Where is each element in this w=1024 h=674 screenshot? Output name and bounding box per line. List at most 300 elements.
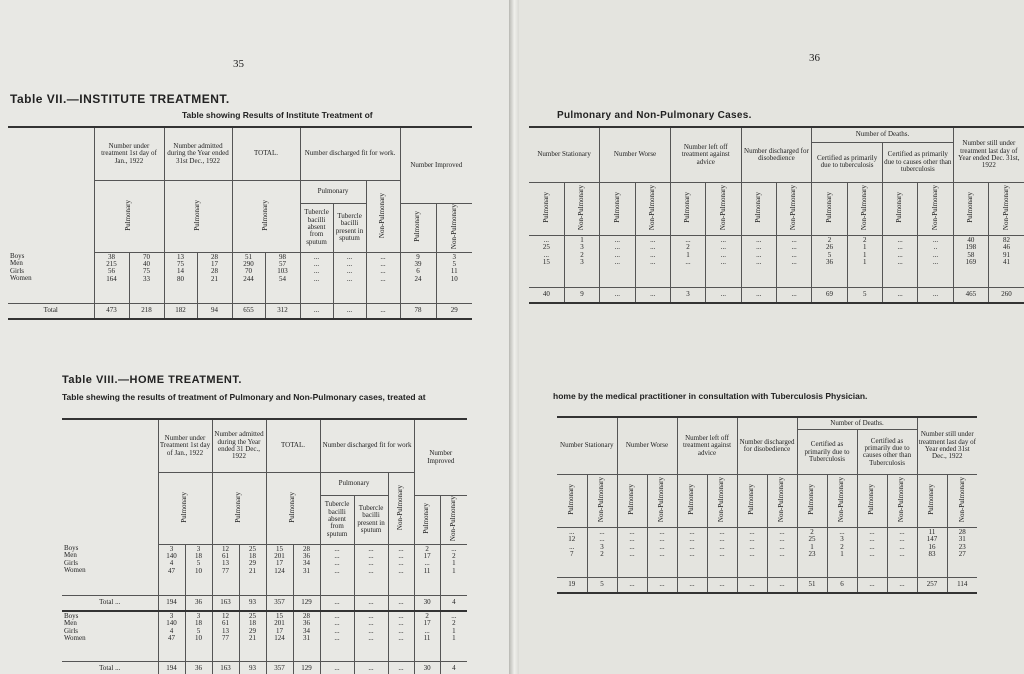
cell-value: 34 bbox=[303, 559, 311, 568]
cell-value: ... bbox=[720, 236, 727, 244]
cell-value: ... bbox=[869, 550, 875, 559]
total-value: 129 bbox=[293, 596, 320, 612]
cell-value: 57 bbox=[279, 259, 286, 268]
cell-value: ... bbox=[869, 528, 875, 536]
cell-value: 54 bbox=[279, 274, 286, 283]
cell-value: 5 bbox=[827, 250, 832, 259]
cell-value: 15 bbox=[276, 612, 284, 620]
header-pulmonary: Pulmonary bbox=[895, 192, 904, 224]
total-value: ... bbox=[617, 578, 647, 594]
header-non-pulmonary: Non-Pulmonary bbox=[378, 192, 387, 238]
cell-value: 10 bbox=[195, 566, 202, 575]
cell-value: 2 bbox=[863, 236, 867, 244]
total-value: 163 bbox=[212, 596, 239, 612]
total-value: 4 bbox=[440, 596, 467, 612]
cell-value: 6 bbox=[416, 267, 420, 276]
cell-value: ... bbox=[614, 258, 620, 267]
table-8-subheading: Table shewing the results of treatment of Pulmonary and Non-Pulmonary cases, treated at bbox=[62, 392, 426, 402]
header-pulmonary: Pulmonary bbox=[627, 484, 636, 516]
cell-value: 1 bbox=[863, 258, 867, 267]
cell-value: 1 bbox=[452, 634, 456, 643]
table-8-heading: Table VIII.—HOME TREATMENT. bbox=[62, 374, 242, 386]
header-pulmonary: Pulmonary bbox=[288, 491, 297, 523]
header-non-pulmonary: Non-Pulmonary bbox=[648, 185, 657, 231]
cell-value: ... bbox=[334, 544, 340, 553]
table-row bbox=[529, 236, 1024, 288]
cell-value: ... bbox=[689, 542, 695, 551]
cell-value: ... bbox=[719, 535, 725, 544]
cell-value: 15 bbox=[542, 258, 550, 267]
cell-value: ... bbox=[451, 612, 457, 620]
cell-value: ... bbox=[614, 250, 620, 259]
total-value: 655 bbox=[232, 304, 265, 320]
cell-value: 21 bbox=[249, 566, 256, 575]
total-value: 465 bbox=[953, 288, 988, 304]
cell-value: ... bbox=[334, 559, 340, 568]
cell-value: ... bbox=[398, 619, 404, 628]
cell-value: 18 bbox=[249, 551, 256, 560]
header-non-pulmonary: Non-Pulmonary bbox=[449, 204, 458, 250]
cell-value: ... bbox=[569, 528, 575, 536]
cell-value: 3 bbox=[196, 544, 201, 553]
cell-value: 47 bbox=[168, 566, 175, 575]
table-8-continued-heading: home by the medical practitioner in consultation with Tuberculosis Physician. bbox=[553, 391, 868, 401]
cell-value: 25 bbox=[249, 612, 256, 620]
cell-value: ... bbox=[659, 550, 665, 559]
cell-value: 7 bbox=[570, 550, 574, 559]
header-non-pulmonary: Non-Pulmonary bbox=[897, 477, 906, 523]
total-value: ... bbox=[600, 288, 635, 304]
header-stationary: Number Stationary bbox=[557, 417, 617, 475]
header-discharged: Number discharged fit for work bbox=[320, 419, 414, 473]
cell-value: ... bbox=[629, 542, 635, 551]
header-pulmonary: Pulmonary bbox=[234, 491, 243, 523]
header-pulmonary: Pulmonary bbox=[807, 484, 816, 516]
total-label: Total ... bbox=[62, 662, 158, 674]
total-value: ... bbox=[388, 662, 414, 674]
cell-value: 11 bbox=[928, 528, 936, 536]
row-label: Women bbox=[64, 566, 86, 575]
header-pulmonary: Pulmonary bbox=[567, 484, 576, 516]
total-value: 78 bbox=[400, 304, 436, 320]
row-label: Boys bbox=[10, 252, 25, 260]
cell-value: 12 bbox=[568, 535, 576, 544]
row-label: Girls bbox=[10, 266, 24, 275]
cell-value: 1 bbox=[452, 626, 456, 635]
cell-value: 23 bbox=[808, 550, 816, 559]
cell-value: 13 bbox=[222, 626, 229, 635]
total-row bbox=[557, 578, 977, 594]
header-non-pulmonary: Non-Pulmonary bbox=[837, 477, 846, 523]
cell-value: 17 bbox=[211, 259, 218, 268]
cell-value: 28 bbox=[211, 252, 218, 261]
total-value: 182 bbox=[164, 304, 197, 320]
table-row bbox=[62, 544, 467, 596]
cell-value: 1 bbox=[863, 250, 867, 259]
cell-value: 70 bbox=[245, 267, 252, 276]
total-row bbox=[529, 288, 1024, 304]
cell-value: ... bbox=[659, 528, 665, 536]
header-non-pulmonary: Non-Pulmonary bbox=[577, 185, 586, 231]
total-value: ... bbox=[741, 288, 776, 304]
header-pulmonary: Pulmonary bbox=[747, 484, 756, 516]
cell-value: 28 bbox=[211, 267, 218, 276]
total-value: 260 bbox=[989, 288, 1024, 304]
cell-value: ... bbox=[719, 528, 725, 536]
header-still-under-treatment: Number still under treatment last day of Year ended 31st Dec., 1922 bbox=[917, 417, 977, 475]
cell-value: 25 bbox=[808, 535, 816, 544]
cell-value: ... bbox=[313, 274, 320, 283]
cell-value: ... bbox=[756, 250, 762, 259]
header-non-pulmonary: Non-Pulmonary bbox=[930, 185, 939, 231]
cell-value: ... bbox=[791, 258, 797, 267]
header-pulmonary-group: Pulmonary bbox=[300, 181, 366, 204]
header-admitted: Number admitted during the Year ended 31st Dec., 1922 bbox=[164, 127, 232, 181]
table-row bbox=[557, 528, 977, 578]
total-value: 194 bbox=[158, 596, 185, 612]
total-value: 9 bbox=[564, 288, 599, 304]
header-certified-tb: Certified as primarily due to Tuberculosis bbox=[797, 430, 857, 475]
cell-value: ... bbox=[334, 551, 340, 560]
cell-value: 140 bbox=[166, 619, 177, 628]
cell-value: ... bbox=[614, 236, 620, 244]
cell-value: 5 bbox=[452, 259, 457, 268]
total-value: 51 bbox=[797, 578, 827, 594]
header-bacilli-present: Tubercle bacilli present in sputum bbox=[333, 204, 366, 252]
header-pulmonary: Pulmonary bbox=[413, 211, 422, 242]
total-value: ... bbox=[918, 288, 953, 304]
cell-value: 124 bbox=[274, 634, 285, 643]
total-value: 4 bbox=[440, 662, 467, 674]
cell-value: 56 bbox=[108, 267, 115, 276]
cell-value: 5 bbox=[196, 559, 201, 568]
row-label: Boys bbox=[64, 612, 79, 620]
cell-value: ... bbox=[368, 619, 374, 628]
cell-value: 21 bbox=[249, 634, 256, 643]
cell-value: 201 bbox=[274, 619, 285, 628]
header-discharged: Number discharged fit for work. bbox=[300, 127, 400, 181]
cell-value: ... bbox=[629, 535, 635, 544]
table-row bbox=[8, 252, 472, 304]
cell-value: 215 bbox=[106, 259, 117, 268]
total-value: ... bbox=[887, 578, 917, 594]
cell-value: ... bbox=[897, 258, 903, 267]
cell-value: ... bbox=[779, 528, 785, 536]
cell-value: 26 bbox=[825, 243, 833, 252]
header-pulmonary: Pulmonary bbox=[541, 192, 550, 224]
cell-value: ... bbox=[398, 551, 404, 560]
total-value: ... bbox=[767, 578, 797, 594]
cell-value: 13 bbox=[177, 252, 184, 261]
total-value: 129 bbox=[293, 662, 320, 674]
header-pulmonary-group: Pulmonary bbox=[320, 473, 388, 496]
header-disobedience: Number discharged for disobedience bbox=[737, 417, 797, 475]
cell-value: ... bbox=[398, 626, 404, 635]
cell-value: 16 bbox=[928, 542, 936, 551]
total-value: 94 bbox=[197, 304, 232, 320]
cell-value: 70 bbox=[143, 252, 150, 261]
cell-value: 5 bbox=[196, 626, 201, 635]
cell-value: ... bbox=[599, 528, 605, 536]
cell-value: 51 bbox=[245, 252, 252, 261]
cell-value: 2 bbox=[425, 612, 429, 620]
cell-value: ... bbox=[689, 550, 695, 559]
row-label: Girls bbox=[64, 626, 78, 635]
total-value: 257 bbox=[917, 578, 947, 594]
cell-value: 98 bbox=[279, 252, 286, 261]
cell-value: 3 bbox=[580, 258, 584, 267]
cell-value: 25 bbox=[249, 544, 256, 553]
cell-value: 21 bbox=[211, 274, 218, 283]
cell-value: 36 bbox=[825, 258, 833, 267]
cell-value: 83 bbox=[928, 550, 936, 559]
total-value: 194 bbox=[158, 662, 185, 674]
cell-value: 1 bbox=[810, 542, 814, 551]
cell-value: ... bbox=[380, 259, 386, 268]
cell-value: ... bbox=[313, 259, 320, 268]
cell-value: 11 bbox=[423, 566, 431, 575]
cell-value: 18 bbox=[249, 619, 256, 628]
header-non-pulmonary: Non-Pulmonary bbox=[449, 496, 458, 542]
cell-value: ... bbox=[334, 612, 340, 620]
header-non-pulmonary: Non-Pulmonary bbox=[860, 185, 869, 231]
cell-value: 1 bbox=[452, 566, 456, 575]
cell-value: 103 bbox=[277, 267, 288, 276]
total-row bbox=[62, 596, 467, 612]
total-value: ... bbox=[354, 596, 388, 612]
total-value: 5 bbox=[587, 578, 617, 594]
cell-value: 3 bbox=[840, 535, 844, 544]
header-pulmonary: Pulmonary bbox=[261, 199, 270, 231]
cell-value: ... bbox=[899, 542, 905, 551]
cell-value: 1 bbox=[452, 559, 456, 568]
cell-value: 40 bbox=[143, 259, 150, 268]
cell-value: ... bbox=[398, 566, 404, 575]
cell-value: 1 bbox=[863, 243, 867, 252]
cell-value: 34 bbox=[303, 626, 311, 635]
header-certified-other: Certified as primarily due to causes other than Tuberculosis bbox=[857, 430, 917, 475]
total-row bbox=[8, 304, 472, 320]
cell-value: ... bbox=[424, 559, 430, 568]
cell-value: 2 bbox=[686, 243, 690, 252]
total-value: ... bbox=[707, 578, 737, 594]
total-value: 93 bbox=[239, 596, 266, 612]
total-value: ... bbox=[776, 288, 811, 304]
cell-value: 61 bbox=[222, 619, 229, 628]
cell-value: 15 bbox=[276, 544, 284, 553]
cell-value: 3 bbox=[169, 544, 174, 553]
total-value: 40 bbox=[529, 288, 564, 304]
cell-value: 2 bbox=[452, 619, 456, 628]
total-value: ... bbox=[706, 288, 741, 304]
total-value: ... bbox=[388, 596, 414, 612]
header-non-pulmonary: Non-Pulmonary bbox=[396, 484, 405, 530]
cell-value: ... bbox=[313, 252, 320, 261]
header-pulmonary: Pulmonary bbox=[180, 491, 189, 523]
total-value: ... bbox=[320, 662, 354, 674]
header-non-pulmonary: Non-Pulmonary bbox=[777, 477, 786, 523]
cell-value: 2 bbox=[425, 544, 429, 553]
cell-value: 58 bbox=[967, 250, 975, 259]
cell-value: 9 bbox=[416, 252, 420, 261]
header-pulmonary: Pulmonary bbox=[683, 192, 692, 224]
row-label: Men bbox=[64, 619, 77, 628]
header-pulmonary: Pulmonary bbox=[612, 192, 621, 224]
header-disobedience: Number discharged for disobedience bbox=[741, 127, 812, 183]
cell-value: ... bbox=[398, 559, 404, 568]
header-deaths: Number of Deaths. bbox=[797, 417, 917, 430]
cell-value: ... bbox=[749, 542, 755, 551]
cell-value: ... bbox=[334, 566, 340, 575]
cell-value: ... bbox=[720, 258, 727, 267]
cell-value: 46 bbox=[1003, 243, 1010, 252]
cell-value: ... bbox=[749, 535, 755, 544]
header-non-pulmonary: Non-Pulmonary bbox=[657, 477, 666, 523]
total-value: ... bbox=[333, 304, 366, 320]
row-label: Men bbox=[10, 259, 23, 268]
cell-value: .. bbox=[933, 243, 938, 252]
header-pulmonary: Pulmonary bbox=[927, 484, 936, 516]
total-value: 6 bbox=[827, 578, 857, 594]
cell-value: 13 bbox=[222, 559, 229, 568]
cell-value: 82 bbox=[1003, 236, 1010, 244]
cell-value: 10 bbox=[195, 634, 202, 643]
header-certified-other: Certified as primarily due to causes other than tuberculosis bbox=[882, 142, 953, 182]
cell-value: 4 bbox=[169, 626, 174, 635]
cell-value: 36 bbox=[303, 551, 311, 560]
cell-value: 77 bbox=[222, 566, 229, 575]
total-value: 19 bbox=[557, 578, 587, 594]
cell-value: 201 bbox=[274, 551, 285, 560]
total-value: 93 bbox=[239, 662, 266, 674]
cell-value: 2 bbox=[840, 542, 844, 551]
cell-value: 3 bbox=[580, 243, 584, 252]
cell-value: 124 bbox=[274, 566, 285, 575]
cell-value: 17 bbox=[423, 551, 431, 560]
cell-value: ... bbox=[334, 634, 340, 643]
cell-value: ... bbox=[897, 250, 903, 259]
cell-value: 28 bbox=[958, 528, 966, 536]
cell-value: 4 bbox=[169, 559, 174, 568]
total-value: ... bbox=[882, 288, 917, 304]
cell-value: 33 bbox=[143, 274, 150, 283]
cell-value: ... bbox=[380, 252, 386, 261]
header-non-pulmonary: Non-Pulmonary bbox=[1001, 185, 1010, 231]
total-value: 473 bbox=[94, 304, 129, 320]
cell-value: ... bbox=[543, 236, 550, 244]
header-under-treatment: Number under treatment 1st day of Jan., 1922 bbox=[94, 127, 164, 181]
cell-value: ... bbox=[569, 542, 575, 551]
cell-value: ... bbox=[543, 250, 550, 259]
cell-value: ... bbox=[424, 626, 430, 635]
cell-value: ... bbox=[334, 626, 340, 635]
cell-value: ... bbox=[650, 236, 656, 244]
header-total: TOTAL. bbox=[232, 127, 300, 181]
cell-value: 31 bbox=[303, 634, 311, 643]
cell-value: ... bbox=[719, 542, 725, 551]
cell-value: 164 bbox=[106, 274, 117, 283]
total-value: ... bbox=[857, 578, 887, 594]
cell-value: 75 bbox=[143, 267, 150, 276]
cell-value: ... bbox=[368, 544, 374, 553]
cell-value: 61 bbox=[222, 551, 229, 560]
cell-value: 2 bbox=[810, 528, 814, 536]
cell-value: 290 bbox=[243, 259, 254, 268]
cell-value: ... bbox=[779, 535, 785, 544]
header-worse: Number Worse bbox=[617, 417, 677, 475]
total-value: 30 bbox=[414, 596, 440, 612]
table-7-continued-heading: Pulmonary and Non-Pulmonary Cases. bbox=[557, 110, 752, 121]
cell-value: 1 bbox=[840, 550, 844, 559]
cell-value: 24 bbox=[414, 274, 422, 283]
cell-value: ... bbox=[380, 274, 386, 283]
total-value: ... bbox=[677, 578, 707, 594]
cell-value: 28 bbox=[303, 612, 311, 620]
page-number: 35 bbox=[233, 58, 244, 70]
cell-value: 12 bbox=[222, 612, 229, 620]
header-admitted: Number admitted during the Year ended 31 Dec., 1922 bbox=[212, 419, 266, 473]
cell-value: ... bbox=[368, 559, 374, 568]
total-value: 36 bbox=[185, 662, 212, 674]
header-pulmonary: Pulmonary bbox=[824, 192, 833, 224]
header-pulmonary: Pulmonary bbox=[687, 484, 696, 516]
table-7-heading: Table VII.—INSTITUTE TREATMENT. bbox=[10, 92, 230, 106]
header-non-pulmonary: Non-Pulmonary bbox=[717, 477, 726, 523]
cell-value: ... bbox=[756, 258, 762, 267]
cell-value: ... bbox=[368, 626, 374, 635]
total-label: Total bbox=[8, 304, 94, 320]
cell-value: ... bbox=[685, 236, 691, 244]
cell-value: ... bbox=[899, 535, 905, 544]
cell-value: ... bbox=[749, 528, 755, 536]
cell-value: 91 bbox=[1003, 250, 1010, 259]
cell-value: 2 bbox=[827, 236, 832, 244]
header-bacilli-absent: Tubercle bacilli absent from sputum bbox=[300, 204, 333, 252]
header-left-off: Number left off treatment against advice bbox=[670, 127, 741, 183]
cell-value: ... bbox=[791, 243, 797, 252]
table-row bbox=[62, 611, 467, 662]
header-pulmonary: Pulmonary bbox=[124, 199, 133, 231]
cell-value: 2 bbox=[452, 551, 456, 560]
total-value: 30 bbox=[414, 662, 440, 674]
header-non-pulmonary: Non-Pulmonary bbox=[718, 185, 727, 231]
cell-value: ... bbox=[749, 550, 755, 559]
total-row bbox=[62, 662, 467, 674]
total-value: 36 bbox=[185, 596, 212, 612]
total-value: 114 bbox=[947, 578, 977, 594]
cell-value: 11 bbox=[423, 634, 431, 643]
total-value: 5 bbox=[847, 288, 882, 304]
page-number: 36 bbox=[809, 52, 820, 64]
table-7-subheading: Table showing Results of Institute Treatment of bbox=[182, 110, 373, 120]
header-bacilli-absent: Tubercle bacilli absent from sputum bbox=[320, 496, 354, 544]
total-value: ... bbox=[366, 304, 400, 320]
cell-value: ... bbox=[899, 550, 905, 559]
header-left-off: Number left off treatment against advice bbox=[677, 417, 737, 475]
cell-value: ... bbox=[650, 258, 656, 267]
total-value: ... bbox=[647, 578, 677, 594]
cell-value: 2 bbox=[600, 550, 604, 559]
cell-value: 3 bbox=[452, 252, 457, 261]
cell-value: ... bbox=[346, 252, 353, 261]
row-label: Men bbox=[64, 551, 77, 560]
total-value: 163 bbox=[212, 662, 239, 674]
cell-value: 75 bbox=[177, 259, 184, 268]
cell-value: ... bbox=[720, 243, 727, 252]
header-certified-tb: Certified as primarily due to tuberculosis bbox=[812, 142, 883, 182]
cell-value: 17 bbox=[276, 626, 284, 635]
cell-value: 28 bbox=[303, 544, 311, 553]
